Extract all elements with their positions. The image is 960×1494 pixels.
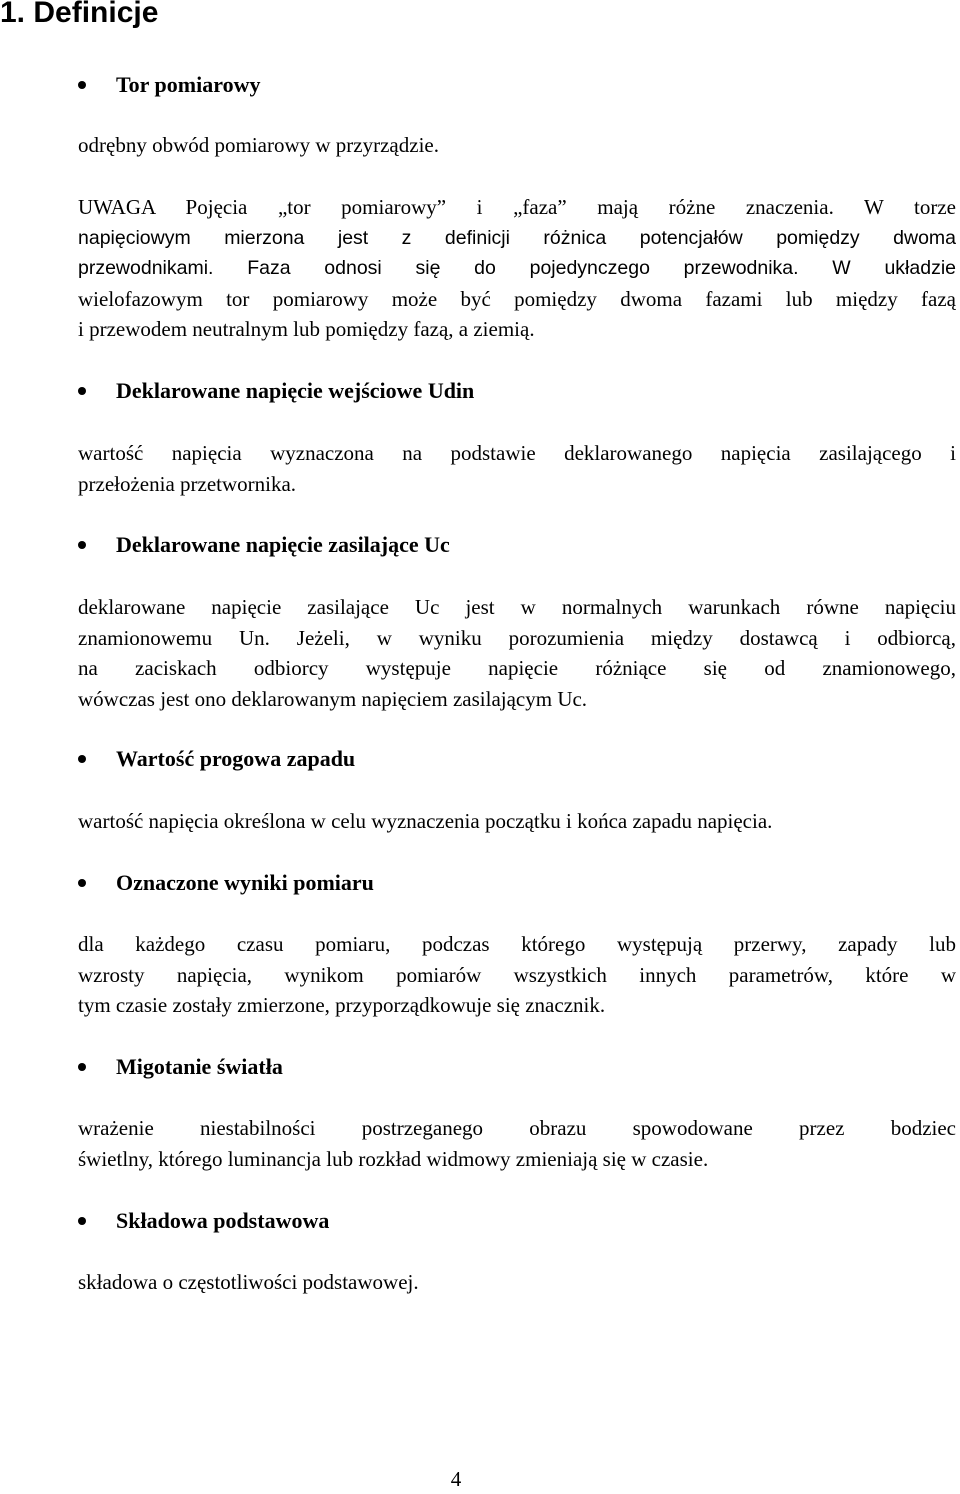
paragraph-line: wartość napięcia wyznaczona na podstawie deklarowanego napięcia zasilającego i: [78, 441, 956, 465]
paragraph-line: odrębny obwód pomiarowy w przyrządzie.: [78, 133, 439, 157]
term-label: Deklarowane napięcie wejściowe Udin: [116, 378, 475, 403]
paragraph-line: składowa o częstotliwości podstawowej.: [78, 1270, 419, 1294]
definition-paragraph: [78, 806, 956, 837]
page-number: 4: [450, 1467, 462, 1491]
term-label: Deklarowane napięcie zasilające Uc: [116, 532, 450, 557]
paragraph-line: przełożenia przetwornika.: [78, 471, 297, 496]
paragraph-line: na zaciskach odbiorcy występuje napięcie różniące się od znamionowego,: [78, 656, 956, 680]
paragraph-line: wartość napięcia określona w celu wyznaczenia początku i końca zapadu napięcia.: [78, 809, 773, 833]
paragraph-line: wrażenie niestabilności postrzeganego obrazu spowodowane przez bodziec: [78, 1116, 956, 1140]
paragraph-line: dla każdego czasu pomiaru, podczas którego występują przerwy, zapady lub: [78, 932, 956, 956]
term-label: Migotanie światła: [116, 1054, 283, 1079]
paragraph-line: wielofazowym tor pomiarowy może być pomiędzy dwoma fazami lub między fazą: [78, 286, 956, 311]
term-label: Tor pomiarowy: [116, 72, 261, 97]
bullet-icon: [78, 1217, 86, 1225]
definition-paragraph: [78, 438, 956, 499]
section-heading: 1. Definicje: [0, 0, 159, 29]
paragraph-line: wzrosty napięcia, wynikom pomiarów wszystkich innych parametrów, które w: [78, 962, 956, 987]
paragraph-line: i przewodem neutralnym lub pomiędzy fazą, a ziemią.: [78, 317, 535, 341]
paragraph-line: wówczas jest ono deklarowanym napięciem zasilającym Uc.: [78, 686, 588, 711]
definition-paragraph: [78, 130, 956, 161]
bullet-icon: [78, 1063, 86, 1071]
paragraph-line: deklarowane napięcie zasilające Uc jest w normalnych warunkach równe napięciu: [78, 595, 956, 619]
paragraph-line: znamionowemu Un. Jeżeli, w wyniku porozumienia między dostawcą i odbiorcą,: [78, 625, 956, 650]
bullet-icon: [78, 755, 86, 763]
bullet-icon: [78, 879, 86, 887]
definition-paragraph: [78, 1113, 956, 1174]
term-label: Wartość progowa zapadu: [116, 746, 356, 771]
paragraph-line: świetlny, którego luminancja lub rozkład widmowy zmieniają się w czasie.: [78, 1146, 709, 1171]
definition-paragraph: [78, 1267, 956, 1298]
note-paragraph: [78, 192, 956, 345]
paragraph-line: napięciowym mierzona jest z definicji różnica potencjałów pomiędzy dwoma: [78, 226, 956, 249]
bullet-icon: [78, 387, 86, 395]
paragraph-line: tym czasie zostały zmierzone, przyporządkowuje się znacznik.: [78, 993, 606, 1017]
definition-paragraph: [78, 592, 956, 714]
paragraph-line: przewodnikami. Faza odnosi się do pojedynczego przewodnika. W układzie: [78, 257, 956, 279]
bullet-icon: [78, 81, 86, 89]
definition-paragraph: [78, 929, 956, 1021]
term-label: Składowa podstawowa: [116, 1208, 330, 1233]
bullet-icon: [78, 541, 86, 549]
paragraph-line: UWAGA Pojęcia „tor pomiarowy” i „faza” mają różne znaczenia. W torze: [78, 195, 956, 219]
term-label: Oznaczone wyniki pomiaru: [116, 870, 374, 895]
